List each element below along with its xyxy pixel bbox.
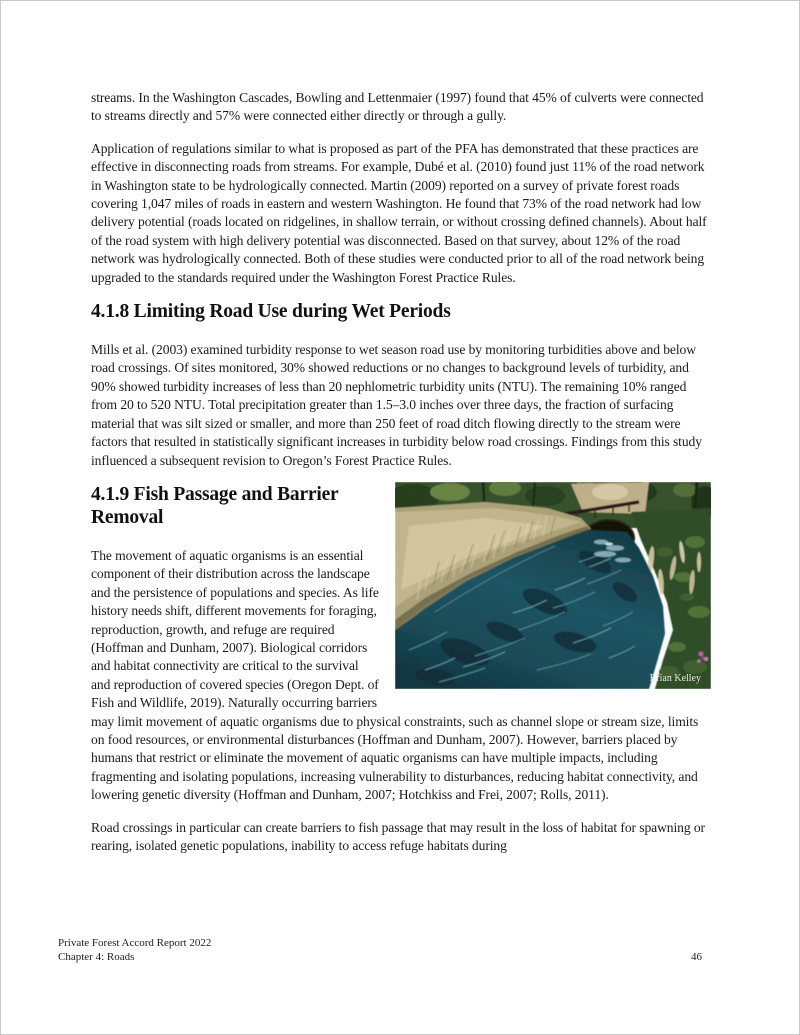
stream-photo-art bbox=[395, 482, 711, 689]
paragraph-fish-passage: The movement of aquatic organisms is an essential component of their distribution across the landscape and the persistence of populations and species. As life history needs shift, different movements for foraging, reproduction, growth, and refuge are required (Hoffman and Dunham, 2007). Biological corridors and habitat connectivity are critical to the survival and reproduction of covered species (Oregon Dept. of Fish and Wildlife, 2019). Naturally occurring barriers may limit movement of aquatic organisms due to physical constraints, such as channel slope or stream size, limits on food resources, or environmental disturbances (Hoffman and Dunham, 2007). However, barriers placed by humans that restrict or eliminate the movement of aquatic organisms can have multiple impacts, including fragmenting and isolating populations, increasing vulnerability to disturbances, reducing habitat connectivity, and lowering genetic diversity (Hoffman and Dunham, 2007; Hotchkiss and Frei, 2007; Rolls, 2011). bbox=[91, 547, 699, 803]
footer-chapter: Chapter 4: Roads bbox=[58, 950, 135, 963]
page-body bbox=[91, 1, 711, 855]
paragraph-turbidity-study: Mills et al. (2003) examined turbidity response to wet season road use by monitoring turbidities above and below road crossings. Of sites monitored, 30% showed reductions or no changes to background levels of turbidity, and 90% showed turbidity increases of less than 20 nephlometric turbidity units (NTU). The remaining 10% ranged from 20 to 520 NTU. Total precipitation greater than 1.5–3.0 inches over three days, the fraction of surfacing material that was silt sized or smaller, and more than 250 feet of road ditch flowing directly to the stream were factors that resulted in statistically significant increases in turbidity below road crossings. Findings from this study influenced a subsequent revision to Oregon’s Forest Practice Rules. bbox=[91, 342, 702, 468]
section-heading-4-1-8: 4.1.8 Limiting Road Use during Wet Periods bbox=[91, 301, 451, 323]
paragraph-pfa-regulations: Application of regulations similar to what is proposed as part of the PFA has demonstrated that these practices are effective in disconnecting roads from streams. For example, Dubé et al. (2010) found just 11% of the road network in Washington state to be hydrologically connected. Martin (2009) reported on a survey of private forest roads covering 1,047 miles of roads in eastern and western Washington. He found that 73% of the road network had low delivery potential (roads located on ridgelines, in shallow terrain, or without crossing defined channels). About half of the road system with high delivery potential was disconnected. Based on that survey, about 12% of the road network was hydrologically connected. Both of these studies were conducted prior to all of the road network being upgraded to the standards required under the Washington Forest Practice Rules. bbox=[91, 140, 707, 285]
paragraph-culvert-connectivity: streams. In the Washington Cascades, Bowling and Lettenmaier (1997) found that 45% of culverts were connected to streams directly and 57% were connected either directly or through a gully. bbox=[91, 90, 704, 124]
stream-culvert-photo bbox=[395, 482, 711, 689]
section-heading-4-1-9: 4.1.9 Fish Passage and Barrier Removal bbox=[91, 483, 339, 528]
footer-report-title: Private Forest Accord Report 2022 bbox=[58, 937, 212, 949]
page-footer bbox=[58, 937, 702, 965]
paragraph-road-crossings: Road crossings in particular can create barriers to fish passage that may result in the loss of habitat for spawning or rearing, isolated genetic populations, inability to access refuge habitats during bbox=[91, 819, 705, 853]
page-number: 46 bbox=[691, 950, 702, 963]
photo-credit: Brian Kelley bbox=[649, 672, 701, 684]
